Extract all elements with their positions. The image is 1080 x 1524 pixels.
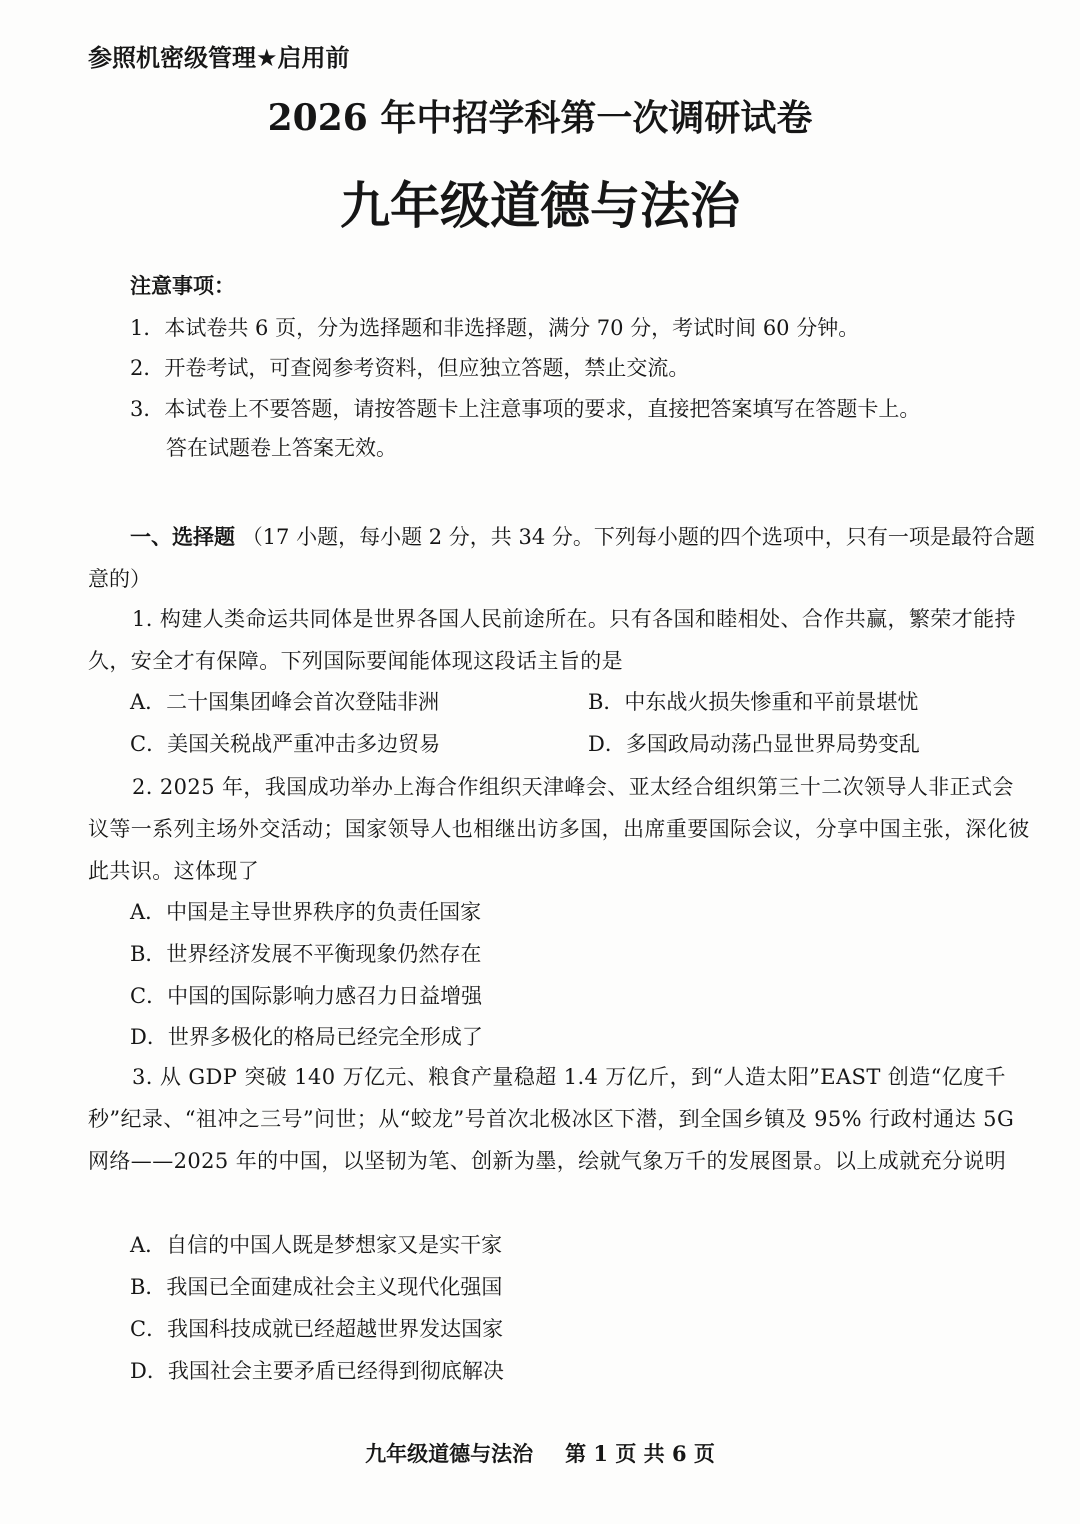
notice-heading: 注意事项： — [130, 274, 235, 298]
question-stem: 3. 从 GDP 突破 140 万亿元、粮食产量稳超 1.4 万亿斤，到“人造太阳”EAST 创造“亿度千秒”纪录、“祖冲之三号”问世；从“蛟龙”号首次北极冰区下潜，到全国乡镇及 95% 行政村通达 5G 网络——2025 年的中国，以坚韧为笔、创新为墨，绘就气象万千的发展图景。以上成就充分说明 — [88, 1065, 1015, 1173]
question-option: A．中国是主导世界秩序的负责任国家 — [130, 900, 482, 924]
question-option: C．美国关税战严重冲击多边贸易 — [130, 732, 441, 756]
confidentiality-label: 参照机密级管理★启用前 — [88, 44, 350, 72]
section-instruction: （17 小题，每小题 2 分，共 34 分。下列每小题的四个选项中，只有一项是最符合题意的） — [88, 525, 1035, 591]
question-option: C．中国的国际影响力感召力日益增强 — [130, 984, 483, 1008]
notice-item: 答在试题卷上答案无效。 — [166, 436, 397, 460]
footer-subject: 九年级道德与法治 — [365, 1441, 534, 1466]
question-option: D．我国社会主要矛盾已经得到彻底解决 — [130, 1359, 504, 1383]
notice-item: 2．开卷考试，可查阅参考资料，但应独立答题，禁止交流。 — [130, 356, 690, 380]
page-footer — [0, 1438, 1080, 1468]
question-option: D．多国政局动荡凸显世界局势变乱 — [588, 732, 920, 756]
question-option: B．我国已全面建成社会主义现代化强国 — [130, 1275, 503, 1299]
subject-title: 九年级道德与法治 — [340, 176, 740, 235]
section-heading — [88, 516, 1043, 600]
exam-title: 2026 年中招学科第一次调研试卷 — [267, 97, 813, 139]
section-title: 一、选择题 — [130, 525, 235, 549]
question-stem: 2. 2025 年，我国成功举办上海合作组织天津峰会、亚太经合组织第三十二次领导人非正式会议等一系列主场外交活动；国家领导人也相继出访多国，出席重要国际会议，分享中国主张，深化彼此共识。这体现了 — [88, 775, 1030, 883]
question-option: A．二十国集团峰会首次登陆非洲 — [130, 690, 440, 714]
question-option: D．世界多极化的格局已经完全形成了 — [130, 1025, 483, 1049]
question-option: C．我国科技成就已经超越世界发达国家 — [130, 1317, 504, 1341]
question-option: B．中东战火损失惨重和平前景堪忧 — [588, 690, 919, 714]
question-stem: 1. 构建人类命运共同体是世界各国人民前途所在。只有各国和睦相处、合作共赢，繁荣才能持久，安全才有保障。下列国际要闻能体现这段话主旨的是 — [88, 607, 1016, 673]
page-number: 第 1 页 共 6 页 — [565, 1441, 715, 1466]
notice-item: 1．本试卷共 6 页，分为选择题和非选择题，满分 70 分，考试时间 60 分钟。 — [130, 316, 860, 340]
notice-item: 3．本试卷上不要答题，请按答题卡上注意事项的要求，直接把答案填写在答题卡上。 — [130, 397, 921, 421]
question-option: B．世界经济发展不平衡现象仍然存在 — [130, 942, 482, 966]
question-option: A．自信的中国人既是梦想家又是实干家 — [130, 1233, 503, 1257]
